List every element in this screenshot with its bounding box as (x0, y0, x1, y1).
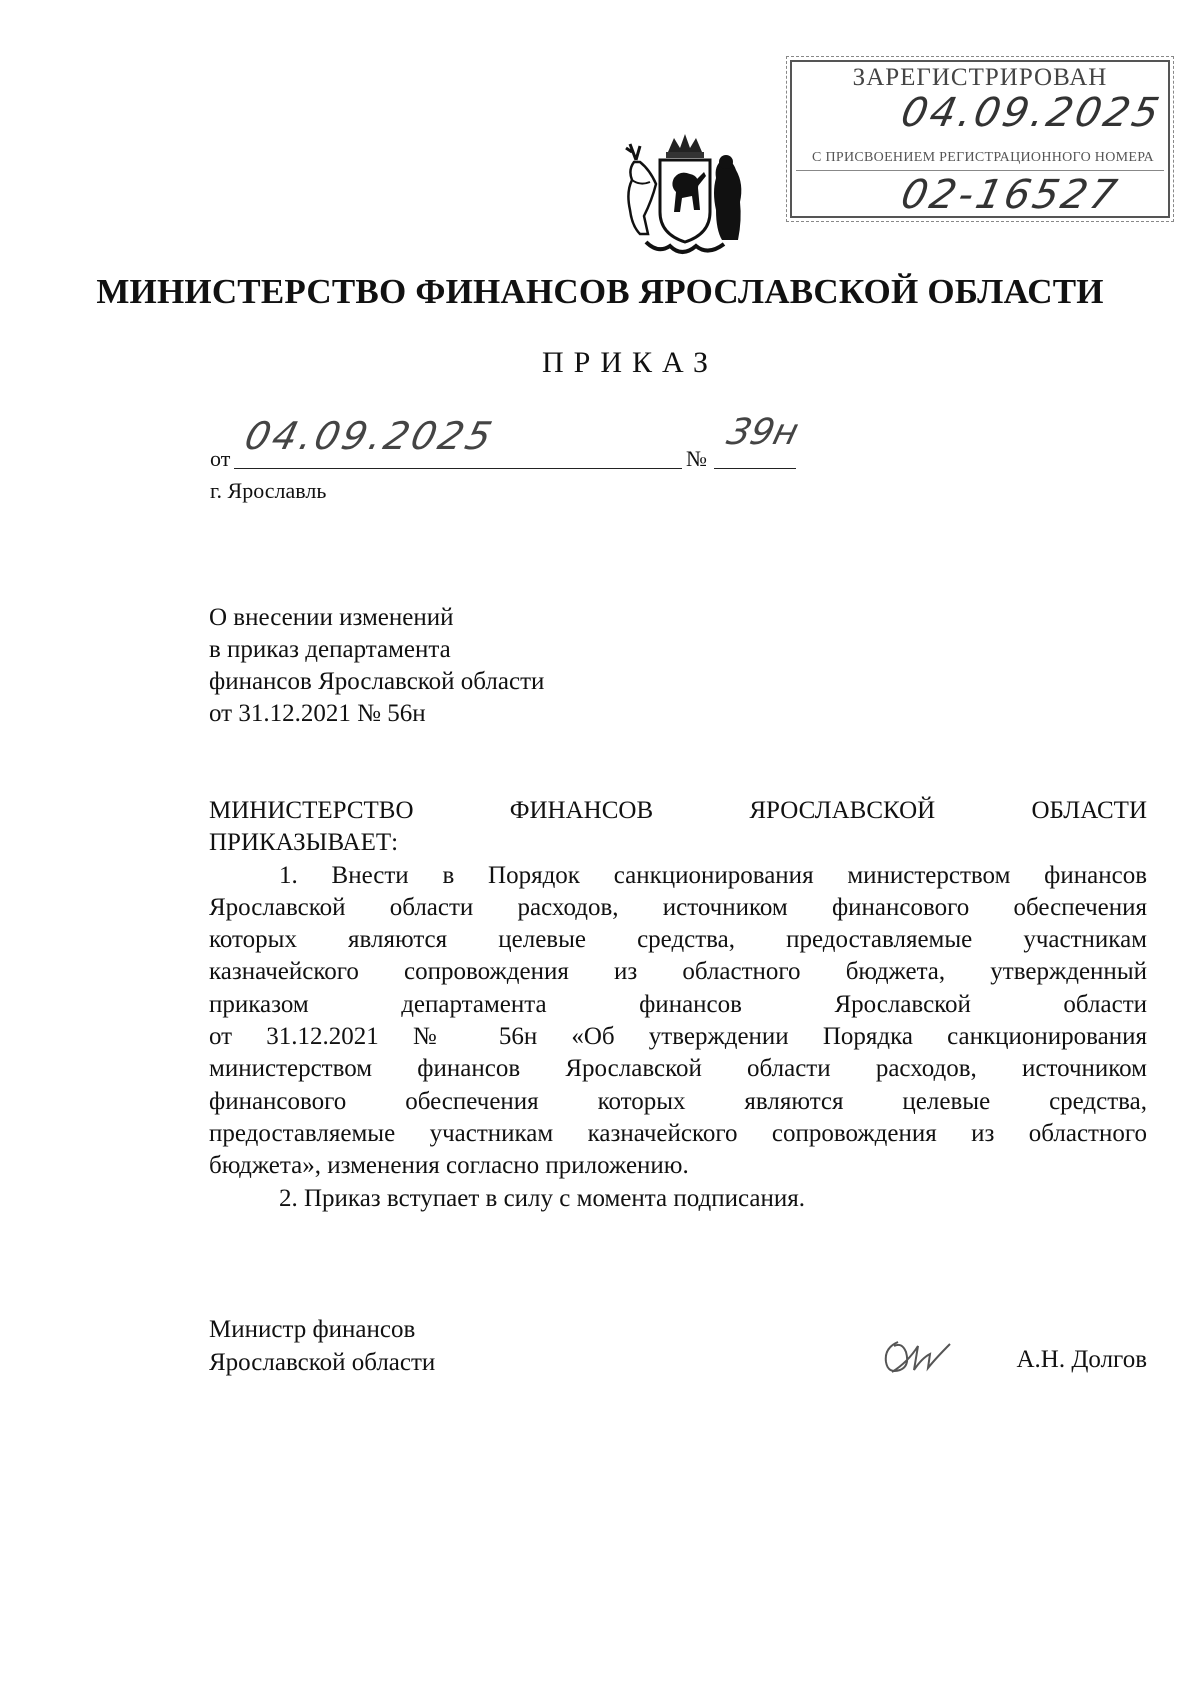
body-line: казначейского сопровождения из областного бюджета, утвержденный (209, 958, 1147, 986)
signature-icon (878, 1332, 956, 1380)
signer-position-line: Министр финансов (209, 1316, 416, 1343)
signer-position-line: Ярославской области (209, 1349, 436, 1376)
stamp-reg-number: 02-16527 (897, 172, 1124, 218)
body-line: предоставляемые участникам казначейского сопровождения из областного (209, 1119, 1147, 1147)
document-number: 39н (722, 412, 803, 453)
body-line: финансового обеспечения которых являются целевые средства, (209, 1087, 1147, 1115)
body-line: приказом департамента финансов Ярославской области (209, 990, 1147, 1018)
body-line: от 31.12.2021 № 56н «Об утверждении Порядка санкционирования (209, 1023, 1147, 1051)
registration-stamp (790, 60, 1170, 218)
stamp-title: ЗАРЕГИСТРИРОВАН (852, 64, 1108, 91)
number-field-underline (714, 468, 796, 469)
city: г. Ярославль (210, 478, 327, 503)
number-prefix: № (686, 446, 707, 471)
date-field-underline (234, 468, 682, 469)
stamp-date: 04.09.2025 (897, 90, 1166, 136)
stamp-divider (796, 170, 1164, 171)
signer-name: А.Н. Долгов (1016, 1346, 1147, 1373)
ministry-title: МИНИСТЕРСТВО ФИНАНСОВ ЯРОСЛАВСКОЙ ОБЛАСТИ (96, 272, 1104, 311)
subject-line: О внесении изменений (209, 604, 454, 631)
date-prefix: от (210, 446, 231, 471)
subject-line: финансов Ярославской области (209, 668, 545, 695)
body-line: МИНИСТЕРСТВО ФИНАНСОВ ЯРОСЛАВСКОЙ ОБЛАСТИ (209, 797, 1147, 824)
document-body (209, 795, 1147, 1215)
body-line: которых являются целевые средства, предоставляемые участникам (209, 926, 1147, 954)
signer-position (209, 1313, 435, 1379)
body-line: 2. Приказ вступает в силу с момента подписания. (279, 1184, 805, 1212)
subject-line: от 31.12.2021 № 56н (209, 700, 426, 727)
body-line: бюджета», изменения согласно приложению. (209, 1152, 689, 1180)
subject-line: в приказ департамента (209, 636, 451, 663)
stamp-subtitle: С ПРИСВОЕНИЕМ РЕГИСТРАЦИОННОГО НОМЕРА (812, 150, 1154, 165)
body-line: 1. Внести в Порядок санкционирования министерством финансов (279, 861, 1147, 889)
body-line: ПРИКАЗЫВАЕТ: (209, 829, 399, 857)
body-line: министерством финансов Ярославской области расходов, источником (209, 1055, 1147, 1083)
document-date: 04.09.2025 (240, 414, 500, 458)
body-line: Ярославской области расходов, источником финансового обеспечения (209, 893, 1147, 921)
yaroslavl-coat-of-arms-icon (610, 130, 760, 260)
document-subject (209, 602, 544, 730)
document-type: ПРИКАЗ (542, 346, 718, 379)
